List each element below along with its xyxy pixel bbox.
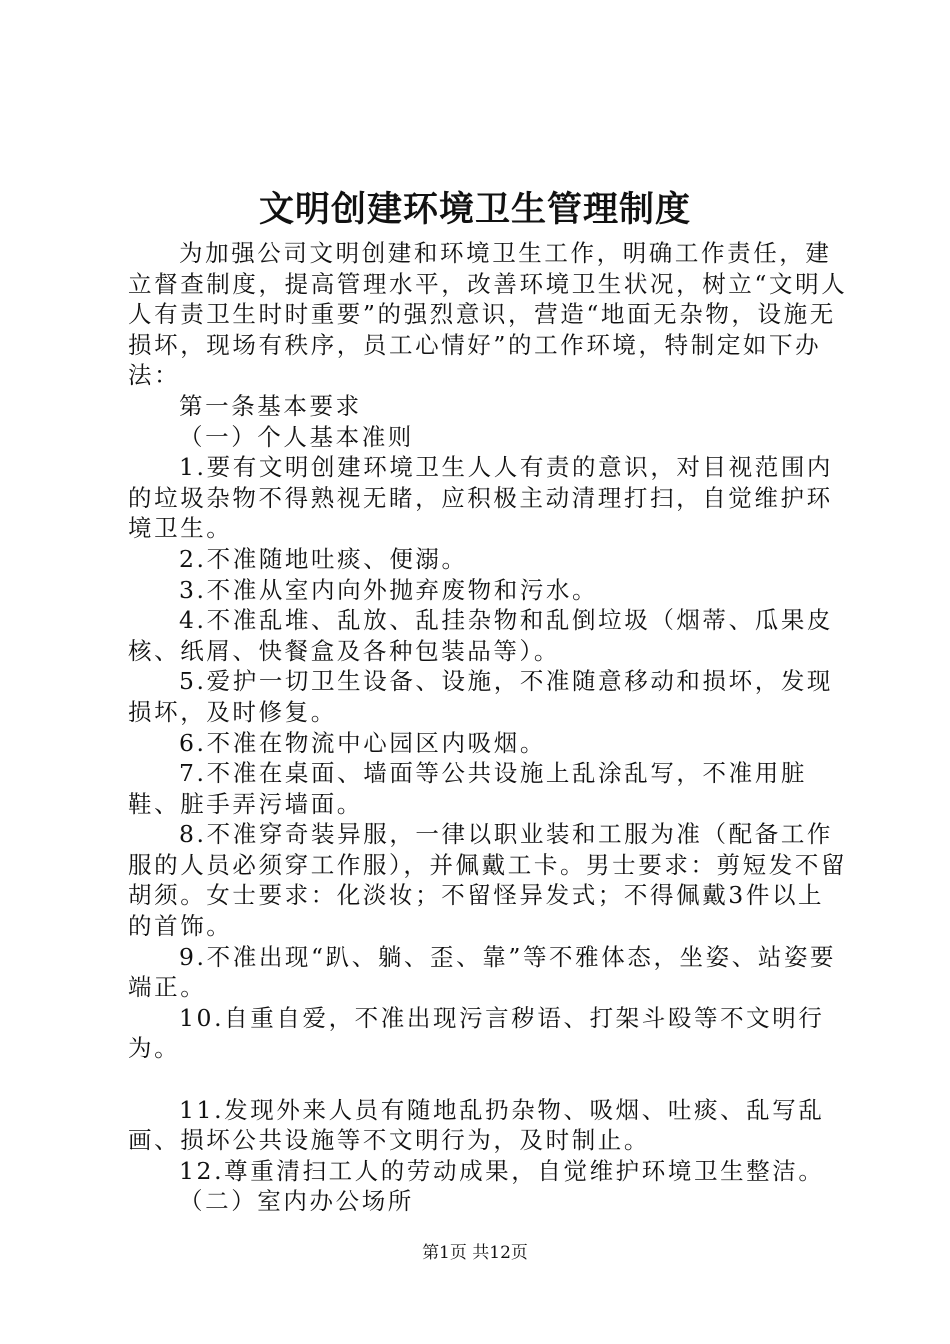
rule-item-10: 10.自重自爱，不准出现污言秽语、打架斗殴等不文明行为。	[128, 1003, 825, 1063]
document-body	[128, 238, 850, 1217]
rule-item-12: 12.尊重清扫工人的劳动成果，自觉维护环境卫生整洁。	[179, 1156, 825, 1185]
rule-item-4: 4.不准乱堆、乱放、乱挂杂物和乱倒垃圾（烟蒂、瓜果皮核、纸屑、快餐盒及各种包装品等）。	[128, 606, 834, 665]
rule-item-1: 1.要有文明创建环境卫生人人有责的意识，对目视范围内的垃圾杂物不得熟视无睹，应积极主动清理打扫，自觉维护环境卫生。	[128, 453, 834, 543]
rule-item-2: 2.不准随地吐痰、便溺。	[179, 544, 468, 573]
page-number-footer: 第1页 共12页	[422, 1243, 528, 1263]
paragraph-intro: 为加强公司文明创建和环境卫生工作，明确工作责任，建立督查制度，提高管理水平，改善环境卫生状况，树立“文明人人有责卫生时时重要”的强烈意识，营造“地面无杂物，设施无损坏，现场有秩序，员工心情好”的工作环境，特制定如下办法：	[128, 239, 848, 390]
subsection-heading-personal: （一）个人基本准则	[179, 422, 414, 451]
document-title: 文明创建环境卫生管理制度	[258, 189, 691, 230]
rule-item-9: 9.不准出现“趴、躺、歪、靠”等不雅体态，坐姿、站姿要端正。	[128, 942, 837, 1002]
rule-item-3: 3.不准从室内向外抛弃废物和污水。	[179, 575, 599, 604]
rule-item-7: 7.不准在桌面、墙面等公共设施上乱涂乱写，不准用脏鞋、脏手弄污墙面。	[128, 759, 807, 818]
section-heading-article-1: 第一条基本要求	[179, 391, 362, 420]
rule-item-5: 5.爱护一切卫生设备、设施，不准随意移动和损坏，发现损坏，及时修复。	[128, 667, 834, 726]
rule-item-8: 8.不准穿奇装异服，一律以职业装和工服为准（配备工作服的人员必须穿工作服），并佩戴工卡。男士要求：剪短发不留胡须。女士要求：化淡妆；不留怪异发式；不得佩戴3件以上的首饰。	[128, 820, 848, 941]
blank-line	[128, 1064, 850, 1095]
subsection-heading-indoor-office: （二）室内办公场所	[179, 1187, 414, 1216]
rule-item-11: 11.发现外来人员有随地乱扔杂物、吸烟、吐痰、乱写乱画、损坏公共设施等不文明行为，及时制止。	[128, 1095, 825, 1155]
rule-item-6: 6.不准在物流中心园区内吸烟。	[179, 728, 546, 757]
